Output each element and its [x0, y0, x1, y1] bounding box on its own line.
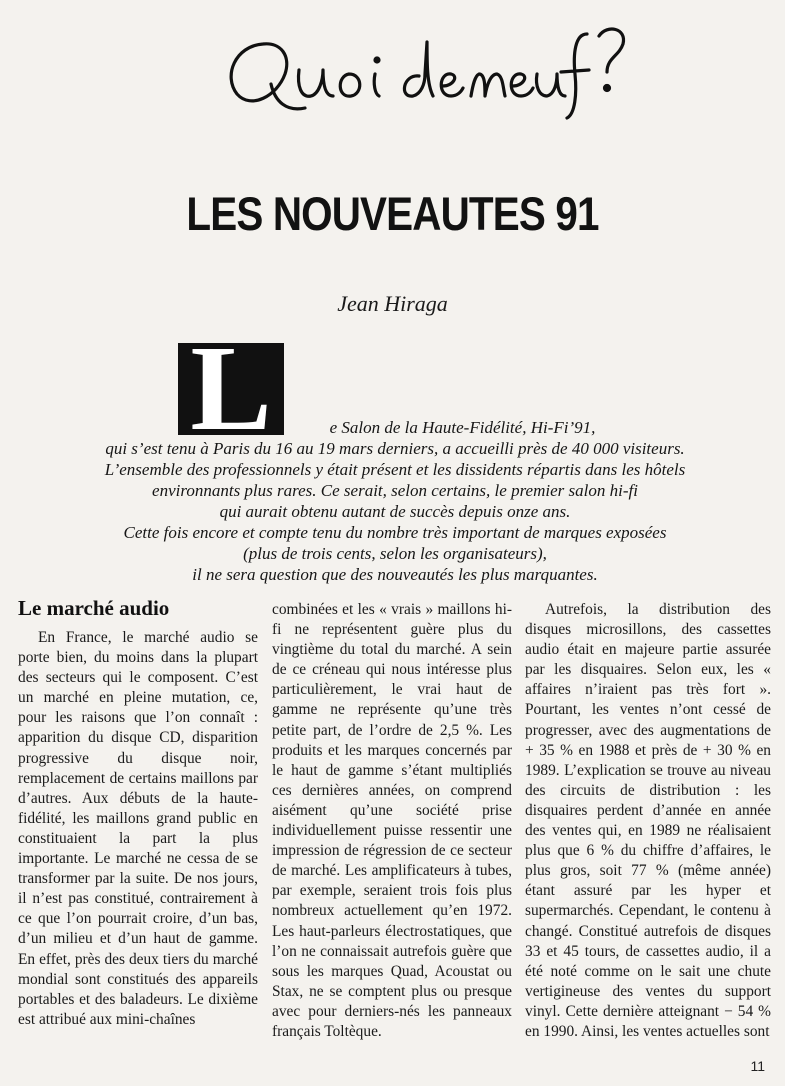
intro-line: e Salon de la Haute-Fidélité, Hi-Fi’91,: [329, 418, 596, 437]
rubric-handwritten-logo: [215, 14, 635, 124]
body-text: En France, le marché audio se porte bien, du moins dans la plupart des secteurs qui le composent. C’est un marché en pleine mutation, ce, pour les raisons que l’on connaît : apparition du disque CD, disparition progressive du disque noir, remplacement de certains maillons par d’autres. Aux débuts de la haute-fidélité, les maillons grand public en constituaient la part la plus importante. Le marché ne cessa de se transformer par la suite. De nos jours, il n’est pas constitué, contrairement à ce que l’on pourrait croire, d’un bas, d’un milieu et d’un haut de gamme. En effet, près des deux tiers du marché mondial sont constitués des appareils portables et des baladeurs. Le dixième est attribué aux mini-chaînes: [18, 629, 258, 1028]
intro-line: il ne sera question que des nouveautés les plus marquantes.: [192, 565, 598, 584]
body-text: combinées et les « vrais » maillons hi-fi ne représentent guère plus du vingtième du total du marché. A sein de ce créneau qui nous intéresse plus particulièrement, le vrai haut de gamme ne représente qu’une très petite part, de l’ordre de 2,5 %. Les produits et les marques concernés par le haut de gamme s’étant multipliés ces dernières années, on comprend aisément qu’une société prise individuellement puisse ressentir une impression de régression de ce secteur de marché. Les amplificateurs à tubes, par exemple, seraient trois fois plus nombreux actuellement qu’en 1972. Les haut-parleurs électrostatiques, que l’on ne connaissait autrefois guère que sous les marques Quad, Acoustat ou Stax, ne se comptent plus ou presque avec pour derniers-nés les panneaux français Toltèque.: [272, 601, 512, 1040]
intro-line: environnants plus rares. Ce serait, selon certains, le premier salon hi-fi: [152, 481, 638, 500]
page-number: 11: [750, 1058, 765, 1074]
intro-line: L’ensemble des professionnels y était présent et les dissidents répartis dans les hôtels: [104, 460, 686, 479]
intro-line: qui aurait obtenu autant de succès depuis onze ans.: [219, 502, 571, 521]
article-column-3: [525, 600, 771, 1042]
intro-line: qui s’est tenu à Paris du 16 au 19 mars derniers, a accueilli près de 40 000 visiteurs.: [105, 439, 685, 458]
intro-line: Cette fois encore et compte tenu du nombre très important de marques exposées: [123, 523, 667, 542]
body-text: Autrefois, la distribution des disques microsillons, des cassettes audio était en majeure partie assurée par les disquaires. Selon eux, les « affaires n’iraient pas très fort ». Pourtant, les ventes n’ont cessé de progresser, avec des augmentations de + 35 % en 1988 et près de + 30 % en 1989. L’explication se trouve au niveau des circuits de distribution : les disquaires perdent d’année en année des ventes qui, en 1989 ne réalisaient plus que 6 % du chiffre d’affaires, le plus gros, soit 77 % (même année) étant assuré par les hyper et supermarchés. Cependant, le contenu à changé. Constitué autrefois de disques 33 et 45 tours, de cassettes audio, il a été noté comme on le sait une chute vertigineuse des ventes du support vinyl. Cette dernière atteignant − 54 % en 1990. Ainsi, les ventes actuelles sont: [525, 601, 771, 1040]
intro-line: (plus de trois cents, selon les organisateurs),: [243, 544, 547, 563]
drop-cap-letter: L: [178, 343, 284, 435]
article-column-1: [18, 596, 258, 1030]
article-headline: LES NOUVEAUTES 91: [186, 187, 599, 240]
article-column-2: [272, 600, 512, 1042]
intro-paragraph: [30, 417, 760, 585]
handwritten-title-graphic: [215, 14, 635, 124]
author-byline: Jean Hiraga: [337, 291, 448, 316]
section-heading: Le marché audio: [18, 596, 170, 620]
